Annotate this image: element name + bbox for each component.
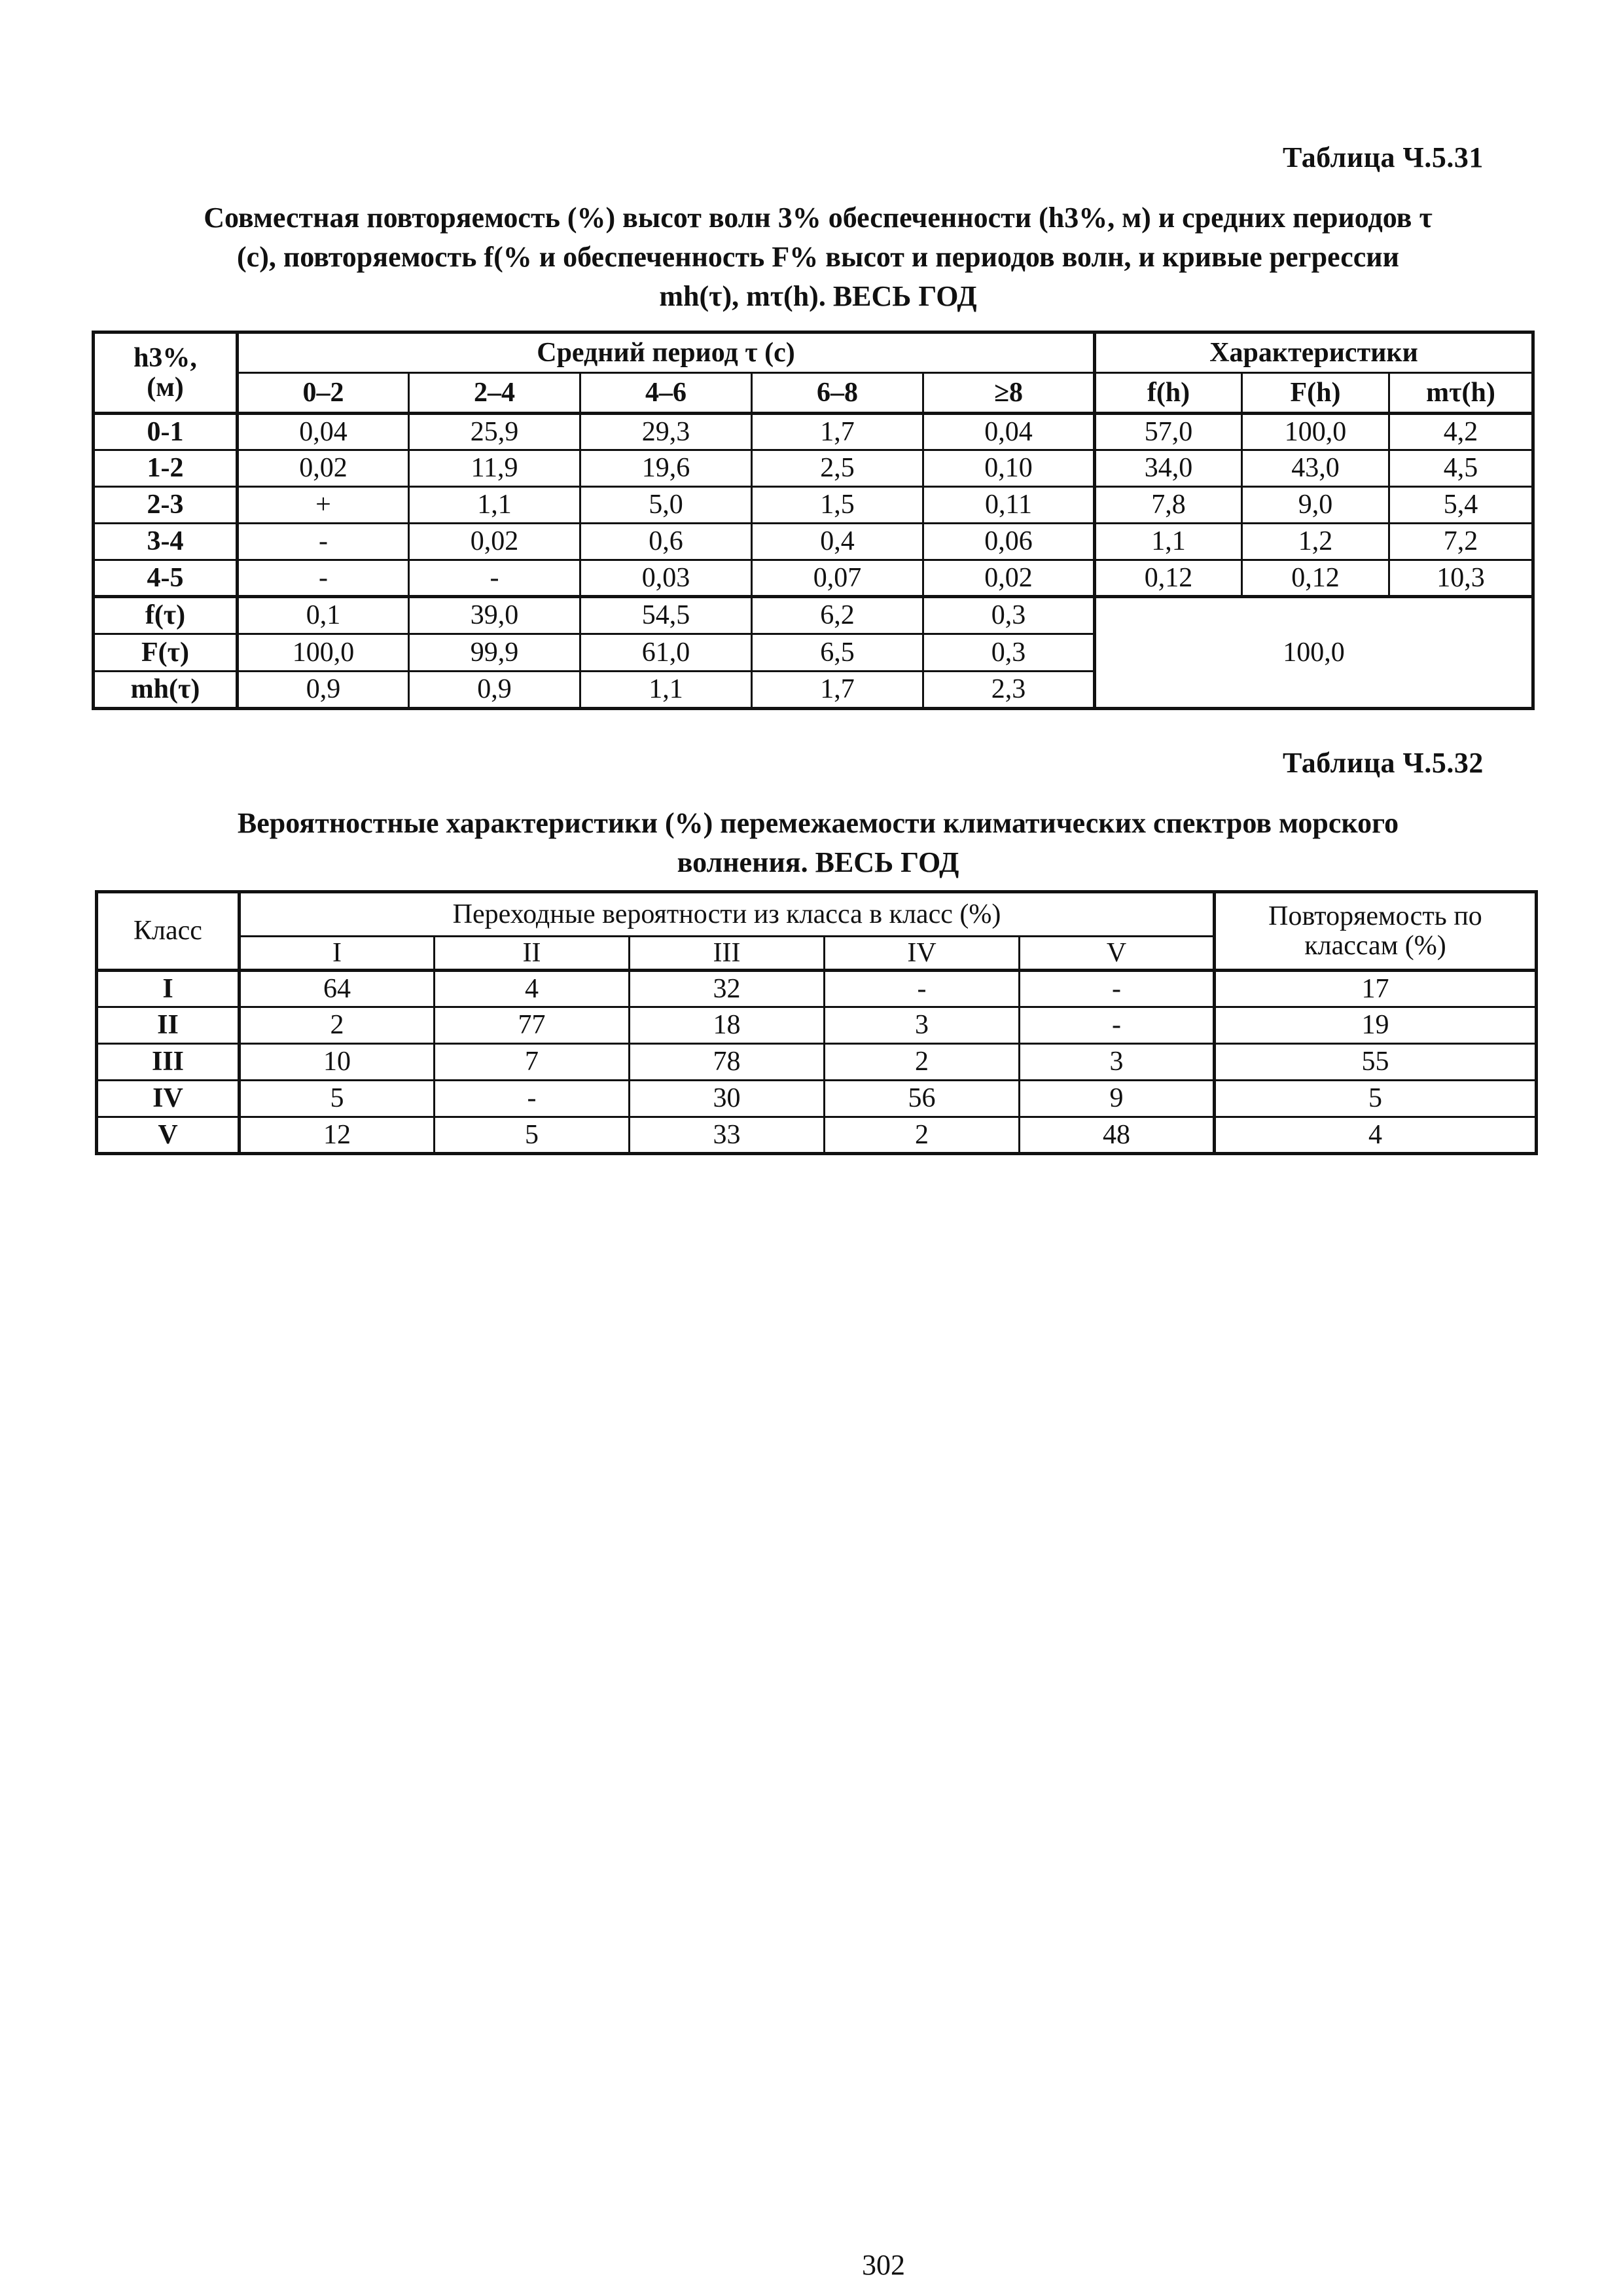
table-row: [94, 487, 1533, 524]
transition-cell: 7: [435, 1044, 630, 1081]
class-col-header-roman: V: [1020, 937, 1215, 971]
table-row: [97, 1117, 1537, 1154]
transition-cell: 56: [825, 1081, 1020, 1117]
char-cell: 57,0: [1095, 414, 1242, 450]
table-row: [94, 414, 1533, 450]
char-cell: 7,2: [1389, 524, 1533, 560]
value-cell: 0,4: [752, 524, 923, 560]
height-range-cell: 2-3: [94, 487, 238, 524]
frequency-cell: 17: [1215, 971, 1537, 1007]
char-cell: 100,0: [1242, 414, 1389, 450]
frequency-cell: 55: [1215, 1044, 1537, 1081]
char-cell: 1,1: [1095, 524, 1242, 560]
transition-cell: -: [825, 971, 1020, 1007]
frequency-cell: 19: [1215, 1007, 1537, 1044]
transition-cell: 30: [630, 1081, 825, 1117]
value-cell: 0,6: [580, 524, 752, 560]
class-col-header-roman: III: [630, 937, 825, 971]
table1-title-line1: Совместная повторяемость (%) высот волн 3% обеспеченности (h3%, м) и средних периодов τ: [204, 202, 1433, 234]
value-cell: 0,04: [923, 414, 1095, 450]
table1-title-line2: (с), повторяемость f(% и обеспеченность F% высот и периодов волн, и кривые регрессии: [237, 241, 1399, 273]
char-cell: 10,3: [1389, 560, 1533, 597]
page-number: 302: [862, 2249, 905, 2281]
summary-value-cell: 0,3: [923, 634, 1095, 672]
frequency-col-header: [1215, 892, 1537, 971]
table-row: [94, 524, 1533, 560]
summary-value-cell: 0,9: [409, 672, 580, 709]
class-col-header-roman: IV: [825, 937, 1020, 971]
char-cell: 0,12: [1242, 560, 1389, 597]
transition-cell: 18: [630, 1007, 825, 1044]
transitions-group-header: Переходные вероятности из класса в класс (%): [240, 892, 1215, 937]
char-col-header: f(h): [1095, 373, 1242, 414]
summary-value-cell: 100,0: [238, 634, 409, 672]
period-col-header: ≥8: [923, 373, 1095, 414]
value-cell: 2,5: [752, 450, 923, 487]
value-cell: 11,9: [409, 450, 580, 487]
transition-cell: 32: [630, 971, 825, 1007]
period-col-header: 6–8: [752, 373, 923, 414]
class-row-label: III: [97, 1044, 240, 1081]
value-cell: 0,02: [409, 524, 580, 560]
value-cell: 0,02: [238, 450, 409, 487]
table-row: [97, 1081, 1537, 1117]
table1-number: Таблица Ч.5.31: [1283, 141, 1484, 173]
transition-cell: 2: [825, 1044, 1020, 1081]
summary-label-cap-f-tau: F(τ): [94, 634, 238, 672]
char-col-header: mτ(h): [1389, 373, 1533, 414]
char-cell: 34,0: [1095, 450, 1242, 487]
class-row-label: IV: [97, 1081, 240, 1117]
transition-cell: 33: [630, 1117, 825, 1154]
value-cell: 5,0: [580, 487, 752, 524]
table-row: [97, 971, 1537, 1007]
value-cell: 0,04: [238, 414, 409, 450]
table1-title: [105, 198, 1531, 316]
corner-header-line1: h3%,: [134, 343, 197, 374]
transition-cell: -: [435, 1081, 630, 1117]
transition-cell: 9: [1020, 1081, 1215, 1117]
table-row: [94, 450, 1533, 487]
frequency-header-line1: Повторяемость по: [1268, 901, 1482, 932]
summary-value-cell: 0,9: [238, 672, 409, 709]
transition-cell: 77: [435, 1007, 630, 1044]
transition-cell: 78: [630, 1044, 825, 1081]
period-group-header: Средний период τ (с): [238, 332, 1095, 373]
char-cell: 0,12: [1095, 560, 1242, 597]
table1-title-line3: mh(τ), mτ(h). ВЕСЬ ГОД: [659, 280, 977, 312]
summary-value-cell: 1,7: [752, 672, 923, 709]
height-range-cell: 4-5: [94, 560, 238, 597]
summary-value-cell: 0,3: [923, 597, 1095, 634]
class-col-header-roman: I: [240, 937, 435, 971]
transition-cell: 3: [1020, 1044, 1215, 1081]
table2-title-line2: волнения. ВЕСЬ ГОД: [677, 846, 959, 878]
transition-cell: 2: [240, 1007, 435, 1044]
height-range-cell: 0-1: [94, 414, 238, 450]
summary-label-f-tau: f(τ): [94, 597, 238, 634]
char-cell: 1,2: [1242, 524, 1389, 560]
summary-total-cell: 100,0: [1095, 597, 1533, 709]
value-cell: 1,7: [752, 414, 923, 450]
char-cell: 4,2: [1389, 414, 1533, 450]
value-cell: 0,03: [580, 560, 752, 597]
summary-value-cell: 6,2: [752, 597, 923, 634]
transition-cell: 5: [435, 1117, 630, 1154]
summary-value-cell: 61,0: [580, 634, 752, 672]
height-range-cell: 1-2: [94, 450, 238, 487]
table2-title: [105, 804, 1531, 882]
period-col-header: 0–2: [238, 373, 409, 414]
value-cell: -: [238, 560, 409, 597]
summary-value-cell: 1,1: [580, 672, 752, 709]
transition-cell: 4: [435, 971, 630, 1007]
value-cell: +: [238, 487, 409, 524]
transition-cell: 10: [240, 1044, 435, 1081]
transition-cell: 5: [240, 1081, 435, 1117]
transition-cell: 12: [240, 1117, 435, 1154]
transition-cell: 2: [825, 1117, 1020, 1154]
class-col-header-roman: II: [435, 937, 630, 971]
summary-row: [94, 597, 1533, 634]
value-cell: 1,1: [409, 487, 580, 524]
transition-cell: -: [1020, 971, 1215, 1007]
char-cell: 5,4: [1389, 487, 1533, 524]
value-cell: 0,02: [923, 560, 1095, 597]
table2-number: Таблица Ч.5.32: [1283, 747, 1484, 779]
summary-value-cell: 39,0: [409, 597, 580, 634]
transition-cell: 64: [240, 971, 435, 1007]
summary-value-cell: 0,1: [238, 597, 409, 634]
value-cell: 25,9: [409, 414, 580, 450]
characteristics-group-header: Характеристики: [1095, 332, 1533, 373]
char-cell: 4,5: [1389, 450, 1533, 487]
table2-title-line1: Вероятностные характеристики (%) перемежаемости климатических спектров морского: [237, 807, 1399, 839]
value-cell: -: [409, 560, 580, 597]
summary-value-cell: 99,9: [409, 634, 580, 672]
value-cell: 0,11: [923, 487, 1095, 524]
period-col-header: 2–4: [409, 373, 580, 414]
frequency-cell: 4: [1215, 1117, 1537, 1154]
summary-value-cell: 6,5: [752, 634, 923, 672]
frequency-header-line2: классам (%): [1304, 930, 1446, 961]
height-range-cell: 3-4: [94, 524, 238, 560]
value-cell: 19,6: [580, 450, 752, 487]
transition-cell: -: [1020, 1007, 1215, 1044]
period-col-header: 4–6: [580, 373, 752, 414]
transition-cell: 3: [825, 1007, 1020, 1044]
table-row: [97, 1007, 1537, 1044]
table1-grid: [92, 331, 1535, 710]
value-cell: 0,06: [923, 524, 1095, 560]
value-cell: 0,07: [752, 560, 923, 597]
class-row-label: I: [97, 971, 240, 1007]
value-cell: 29,3: [580, 414, 752, 450]
class-row-label: V: [97, 1117, 240, 1154]
value-cell: 0,10: [923, 450, 1095, 487]
summary-value-cell: 54,5: [580, 597, 752, 634]
class-row-label: II: [97, 1007, 240, 1044]
summary-value-cell: 2,3: [923, 672, 1095, 709]
summary-label-mh-tau: mh(τ): [94, 672, 238, 709]
table-row: [94, 560, 1533, 597]
char-cell: 7,8: [1095, 487, 1242, 524]
table-row: [97, 1044, 1537, 1081]
frequency-cell: 5: [1215, 1081, 1537, 1117]
value-cell: -: [238, 524, 409, 560]
table1-corner-header: [94, 332, 238, 414]
table2-grid: [95, 890, 1538, 1155]
char-col-header: F(h): [1242, 373, 1389, 414]
value-cell: 1,5: [752, 487, 923, 524]
corner-header-line2: (м): [147, 372, 184, 403]
transition-cell: 48: [1020, 1117, 1215, 1154]
char-cell: 9,0: [1242, 487, 1389, 524]
char-cell: 43,0: [1242, 450, 1389, 487]
class-col-header: Класс: [97, 892, 240, 971]
